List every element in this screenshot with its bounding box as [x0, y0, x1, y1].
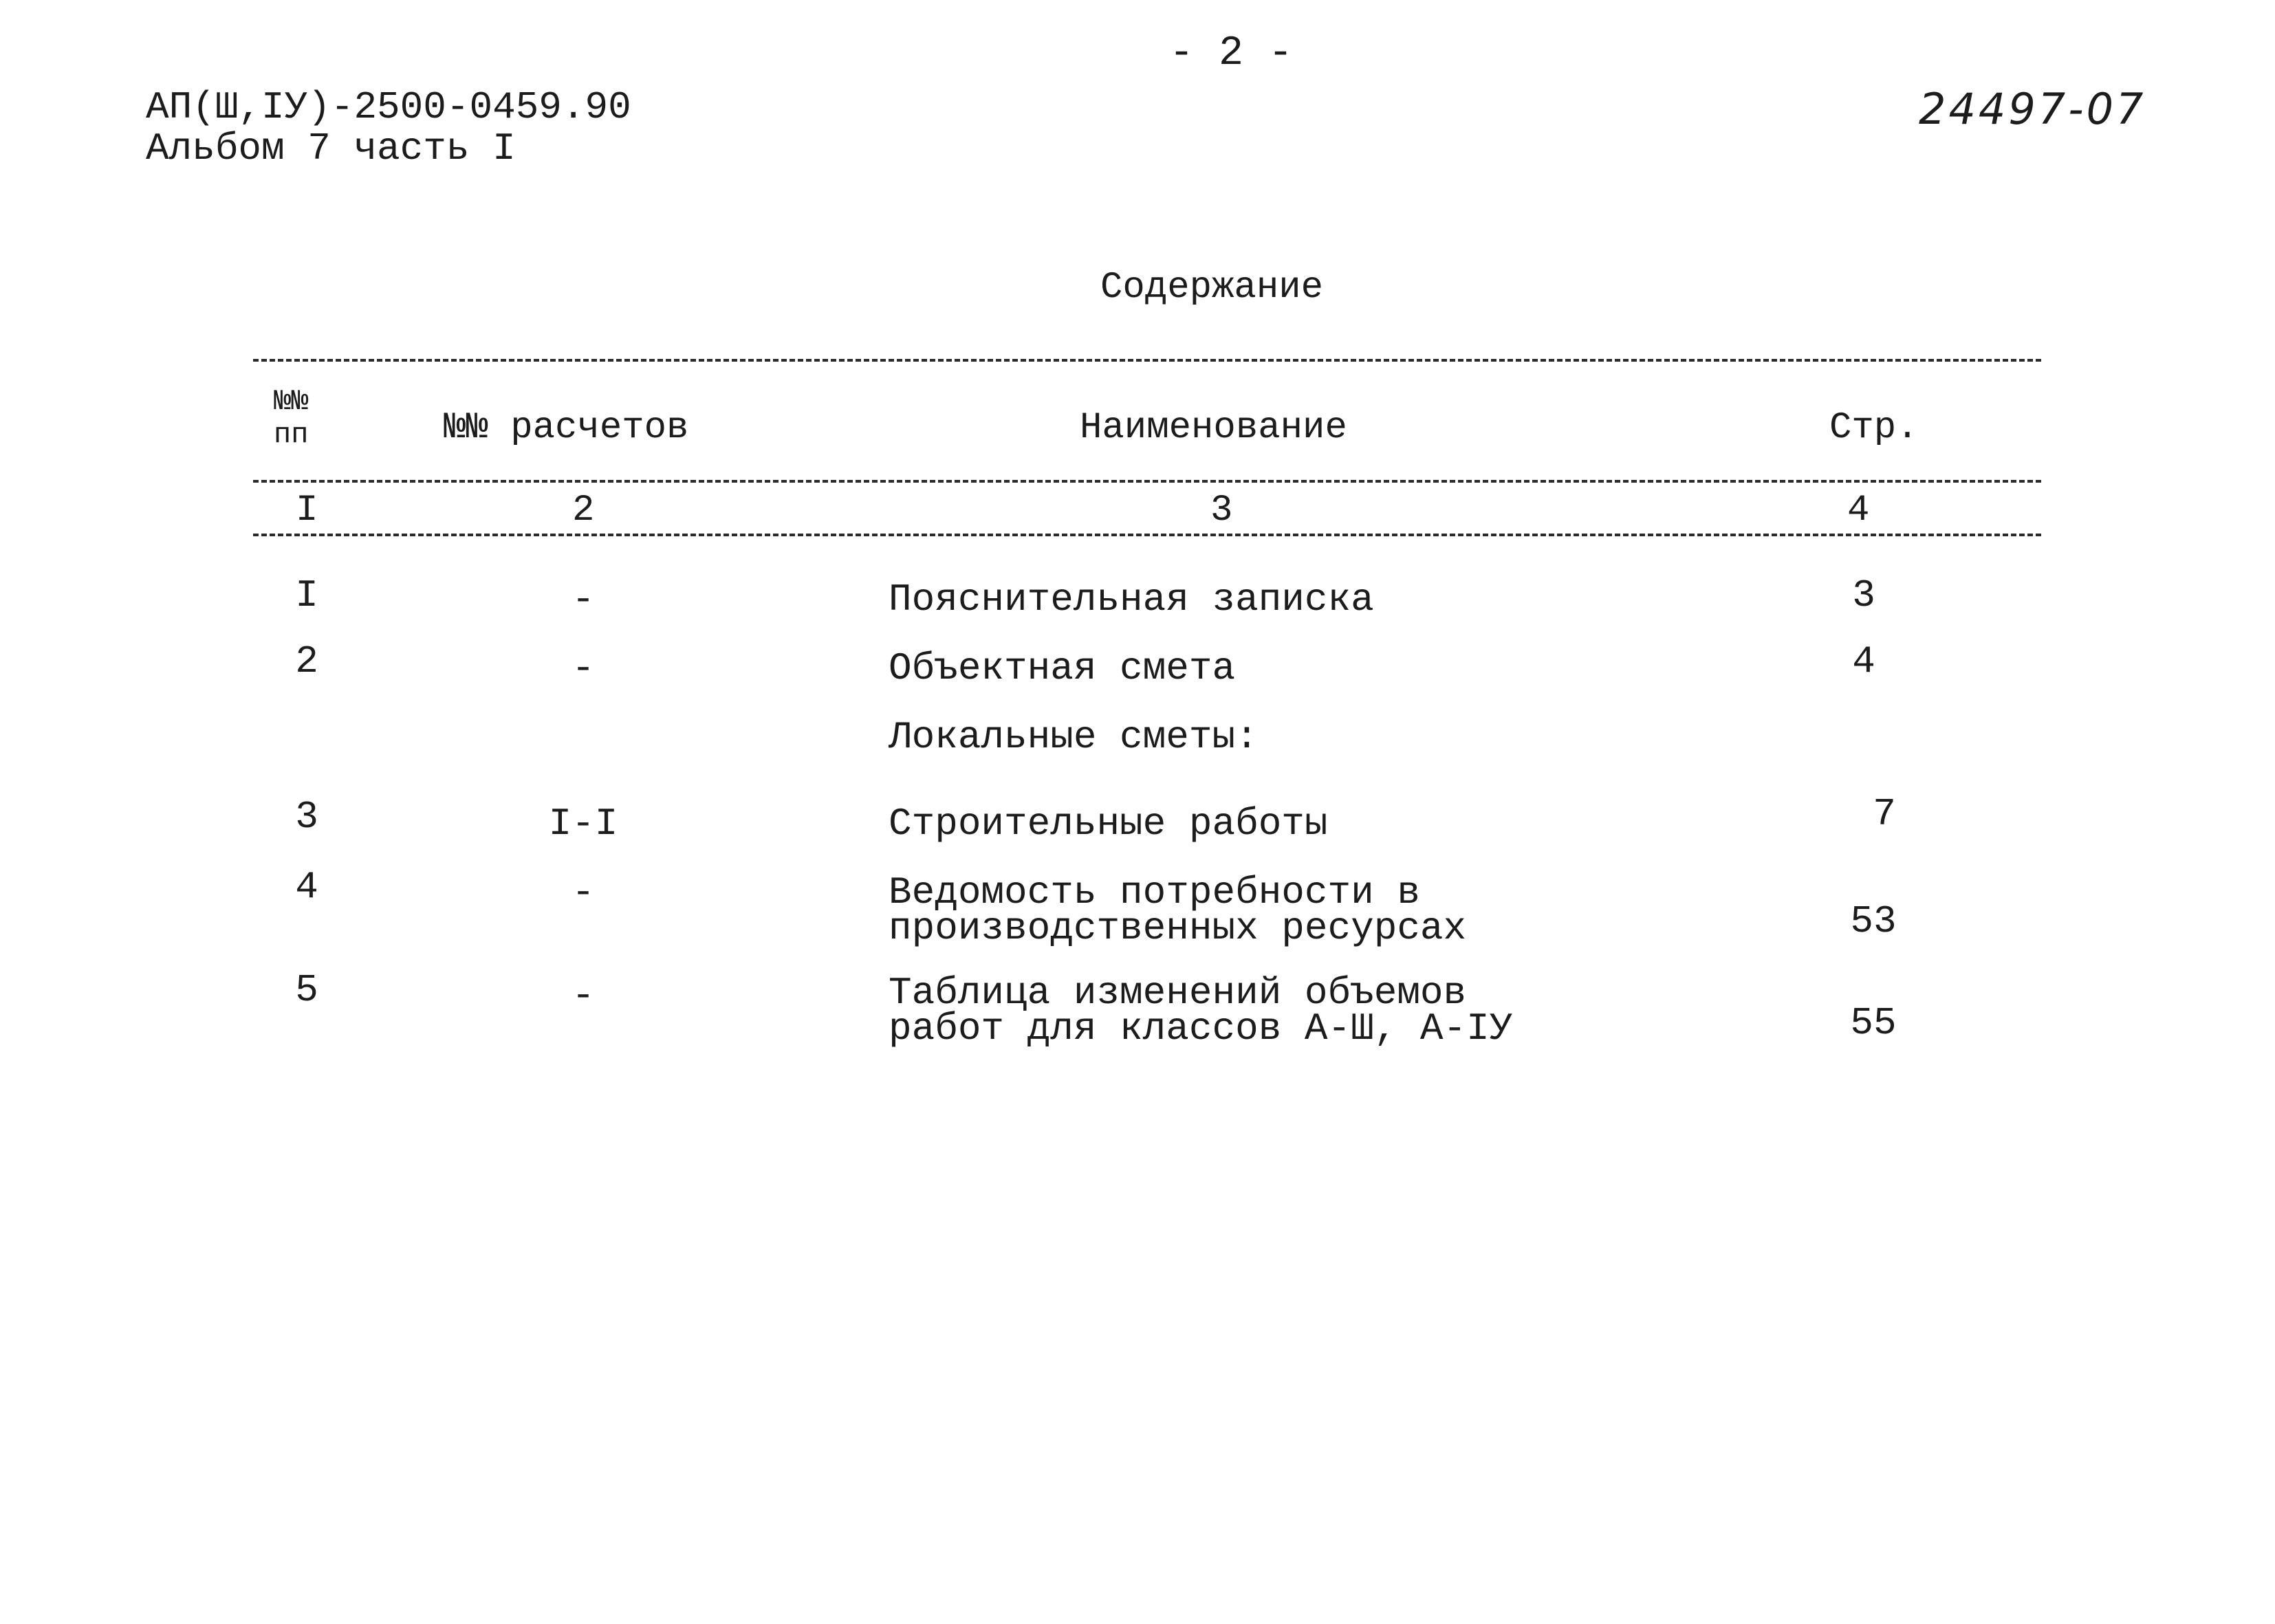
document-code: АП(Ш,IУ)-2500-0459.90: [146, 85, 631, 129]
row-5-number: 5: [295, 968, 318, 1012]
row-1-page: 3: [1852, 573, 1875, 617]
row-5-name-line2: работ для классов А-Ш, А-IУ: [889, 1007, 1513, 1051]
archive-number: 24497-07: [1919, 84, 2146, 134]
column-number-4: 4: [1847, 490, 1870, 531]
header-calc-numbers: №№ расчетов: [444, 407, 689, 449]
header-name: Наименование: [1080, 407, 1347, 449]
column-number-3: 3: [1210, 490, 1233, 531]
row-5-name-line1: Таблица изменений объемов: [889, 971, 1467, 1015]
row-1-calc: -: [572, 578, 595, 622]
column-number-1: I: [296, 490, 318, 531]
row-1-number: I: [295, 573, 318, 617]
row-4-calc: -: [572, 870, 595, 914]
row-2-calc: -: [572, 646, 595, 690]
row-local-estimates-heading: Локальные сметы:: [889, 715, 1259, 759]
row-5-page: 55: [1850, 1001, 1897, 1045]
row-4-name-line2: производственных ресурсах: [889, 906, 1467, 950]
header-nn-line2: пп: [274, 418, 309, 451]
row-3-page: 7: [1873, 792, 1896, 836]
row-2-number: 2: [295, 639, 318, 683]
header-bottom-rule: [253, 480, 2041, 483]
row-2-page: 4: [1852, 639, 1875, 683]
row-3-name: Строительные работы: [889, 802, 1328, 846]
page-number: - 2 -: [1169, 30, 1294, 77]
row-2-name: Объектная смета: [889, 646, 1236, 690]
column-numbers-rule: [253, 534, 2041, 536]
row-5-calc: -: [572, 974, 595, 1018]
header-nn: [274, 385, 308, 451]
album-label: Альбом 7 часть I: [146, 127, 516, 171]
header-nn-line1: №№: [274, 385, 309, 418]
row-3-calc: I-I: [548, 802, 618, 846]
row-3-number: 3: [295, 795, 318, 839]
row-1-name: Пояснительная записка: [889, 578, 1374, 622]
column-number-2: 2: [572, 490, 595, 531]
row-4-name-line1: Ведомость потребности в: [889, 870, 1420, 914]
table-top-rule: [253, 359, 2041, 362]
header-page: Стр.: [1829, 407, 1919, 449]
row-4-number: 4: [295, 865, 318, 909]
toc-title: Содержание: [1100, 267, 1324, 309]
row-4-page: 53: [1850, 899, 1897, 943]
